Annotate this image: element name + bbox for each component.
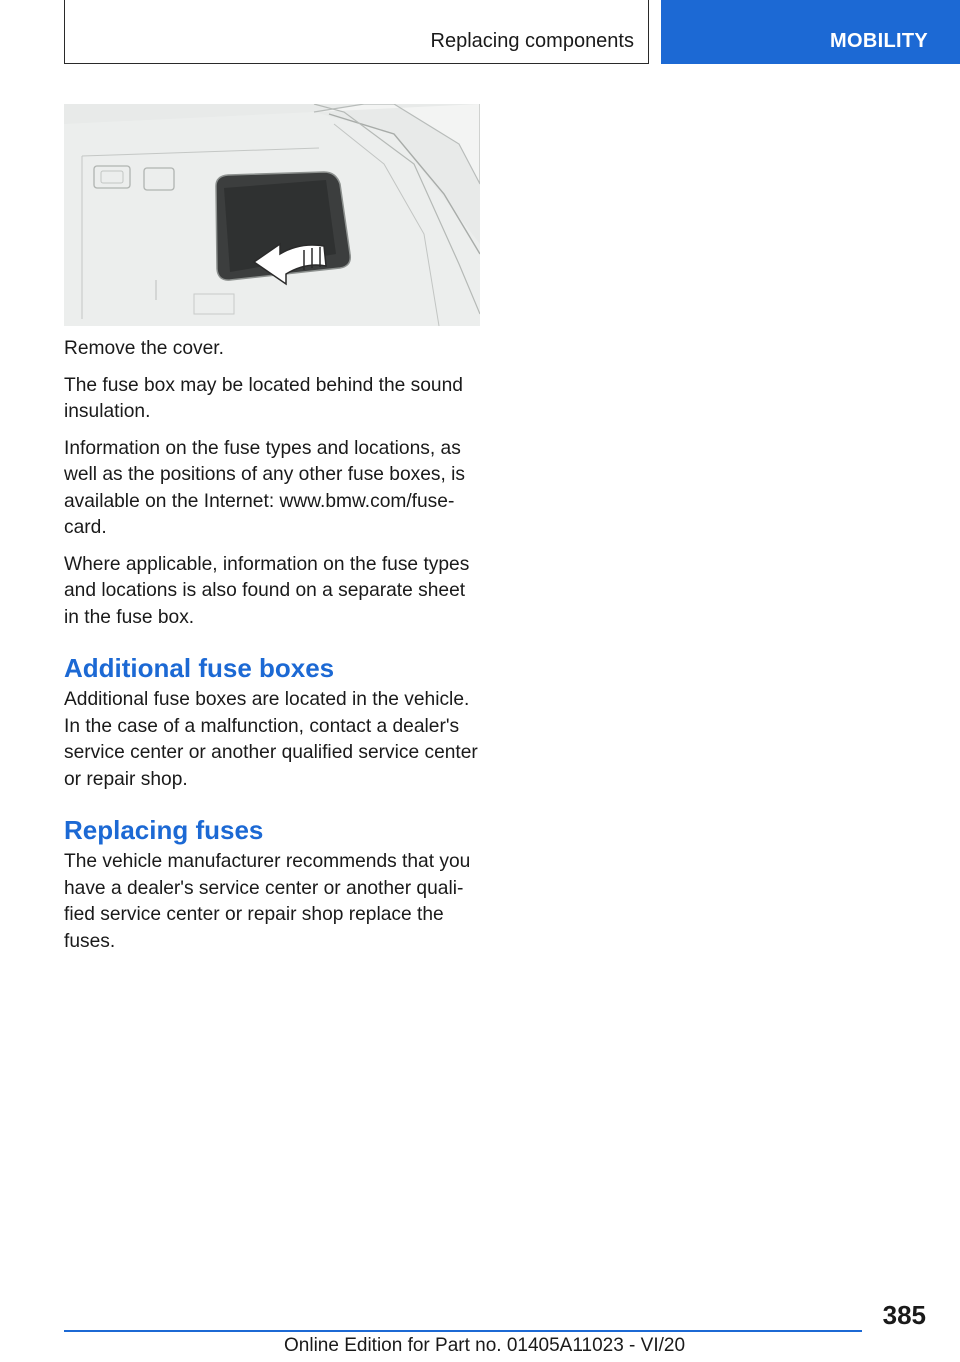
footer-edition-text: Online Edition for Part no. 01405A11023 - VI/20 [284,1335,686,1356]
body-paragraph: Where applicable, information on the fuse types and locations is also found on a separate sheet in the fuse box. [64,553,470,628]
body-paragraph: Additional fuse boxes are located in the vehicle. In the case of a malfunction, contact a dealer's service center or another qualified service center or repair shop. [64,689,478,790]
section-heading-replacing-fuses: Replacing fuses [64,815,264,845]
instruction-paragraph: Remove the cover. [64,338,224,359]
page-number: 385 [882,1300,926,1330]
header-chapter-tab [661,0,960,64]
body-paragraph: The vehicle manufacturer recommends that you have a dealer's service center or another qualified service center or repair shop replace the fuses. [64,851,471,952]
section-heading-additional-fuse-boxes: Additional fuse boxes [64,653,335,683]
main-content [64,336,484,965]
header-section-box [64,0,649,64]
trunk-side-panel-drawing [64,104,480,326]
header-section-title: Replacing components [430,30,634,52]
fuse-box-cover-illustration [64,104,480,326]
header-chapter-title: MOBILITY [830,30,928,52]
body-paragraph: Information on the fuse types and locations, as well as the positions of any other fuse boxes, is available on the Internet: www.bmw.com/fuse-card. [64,437,466,538]
body-paragraph: The fuse box may be located behind the sound insulation. [64,374,463,422]
footer-divider [64,1330,862,1332]
